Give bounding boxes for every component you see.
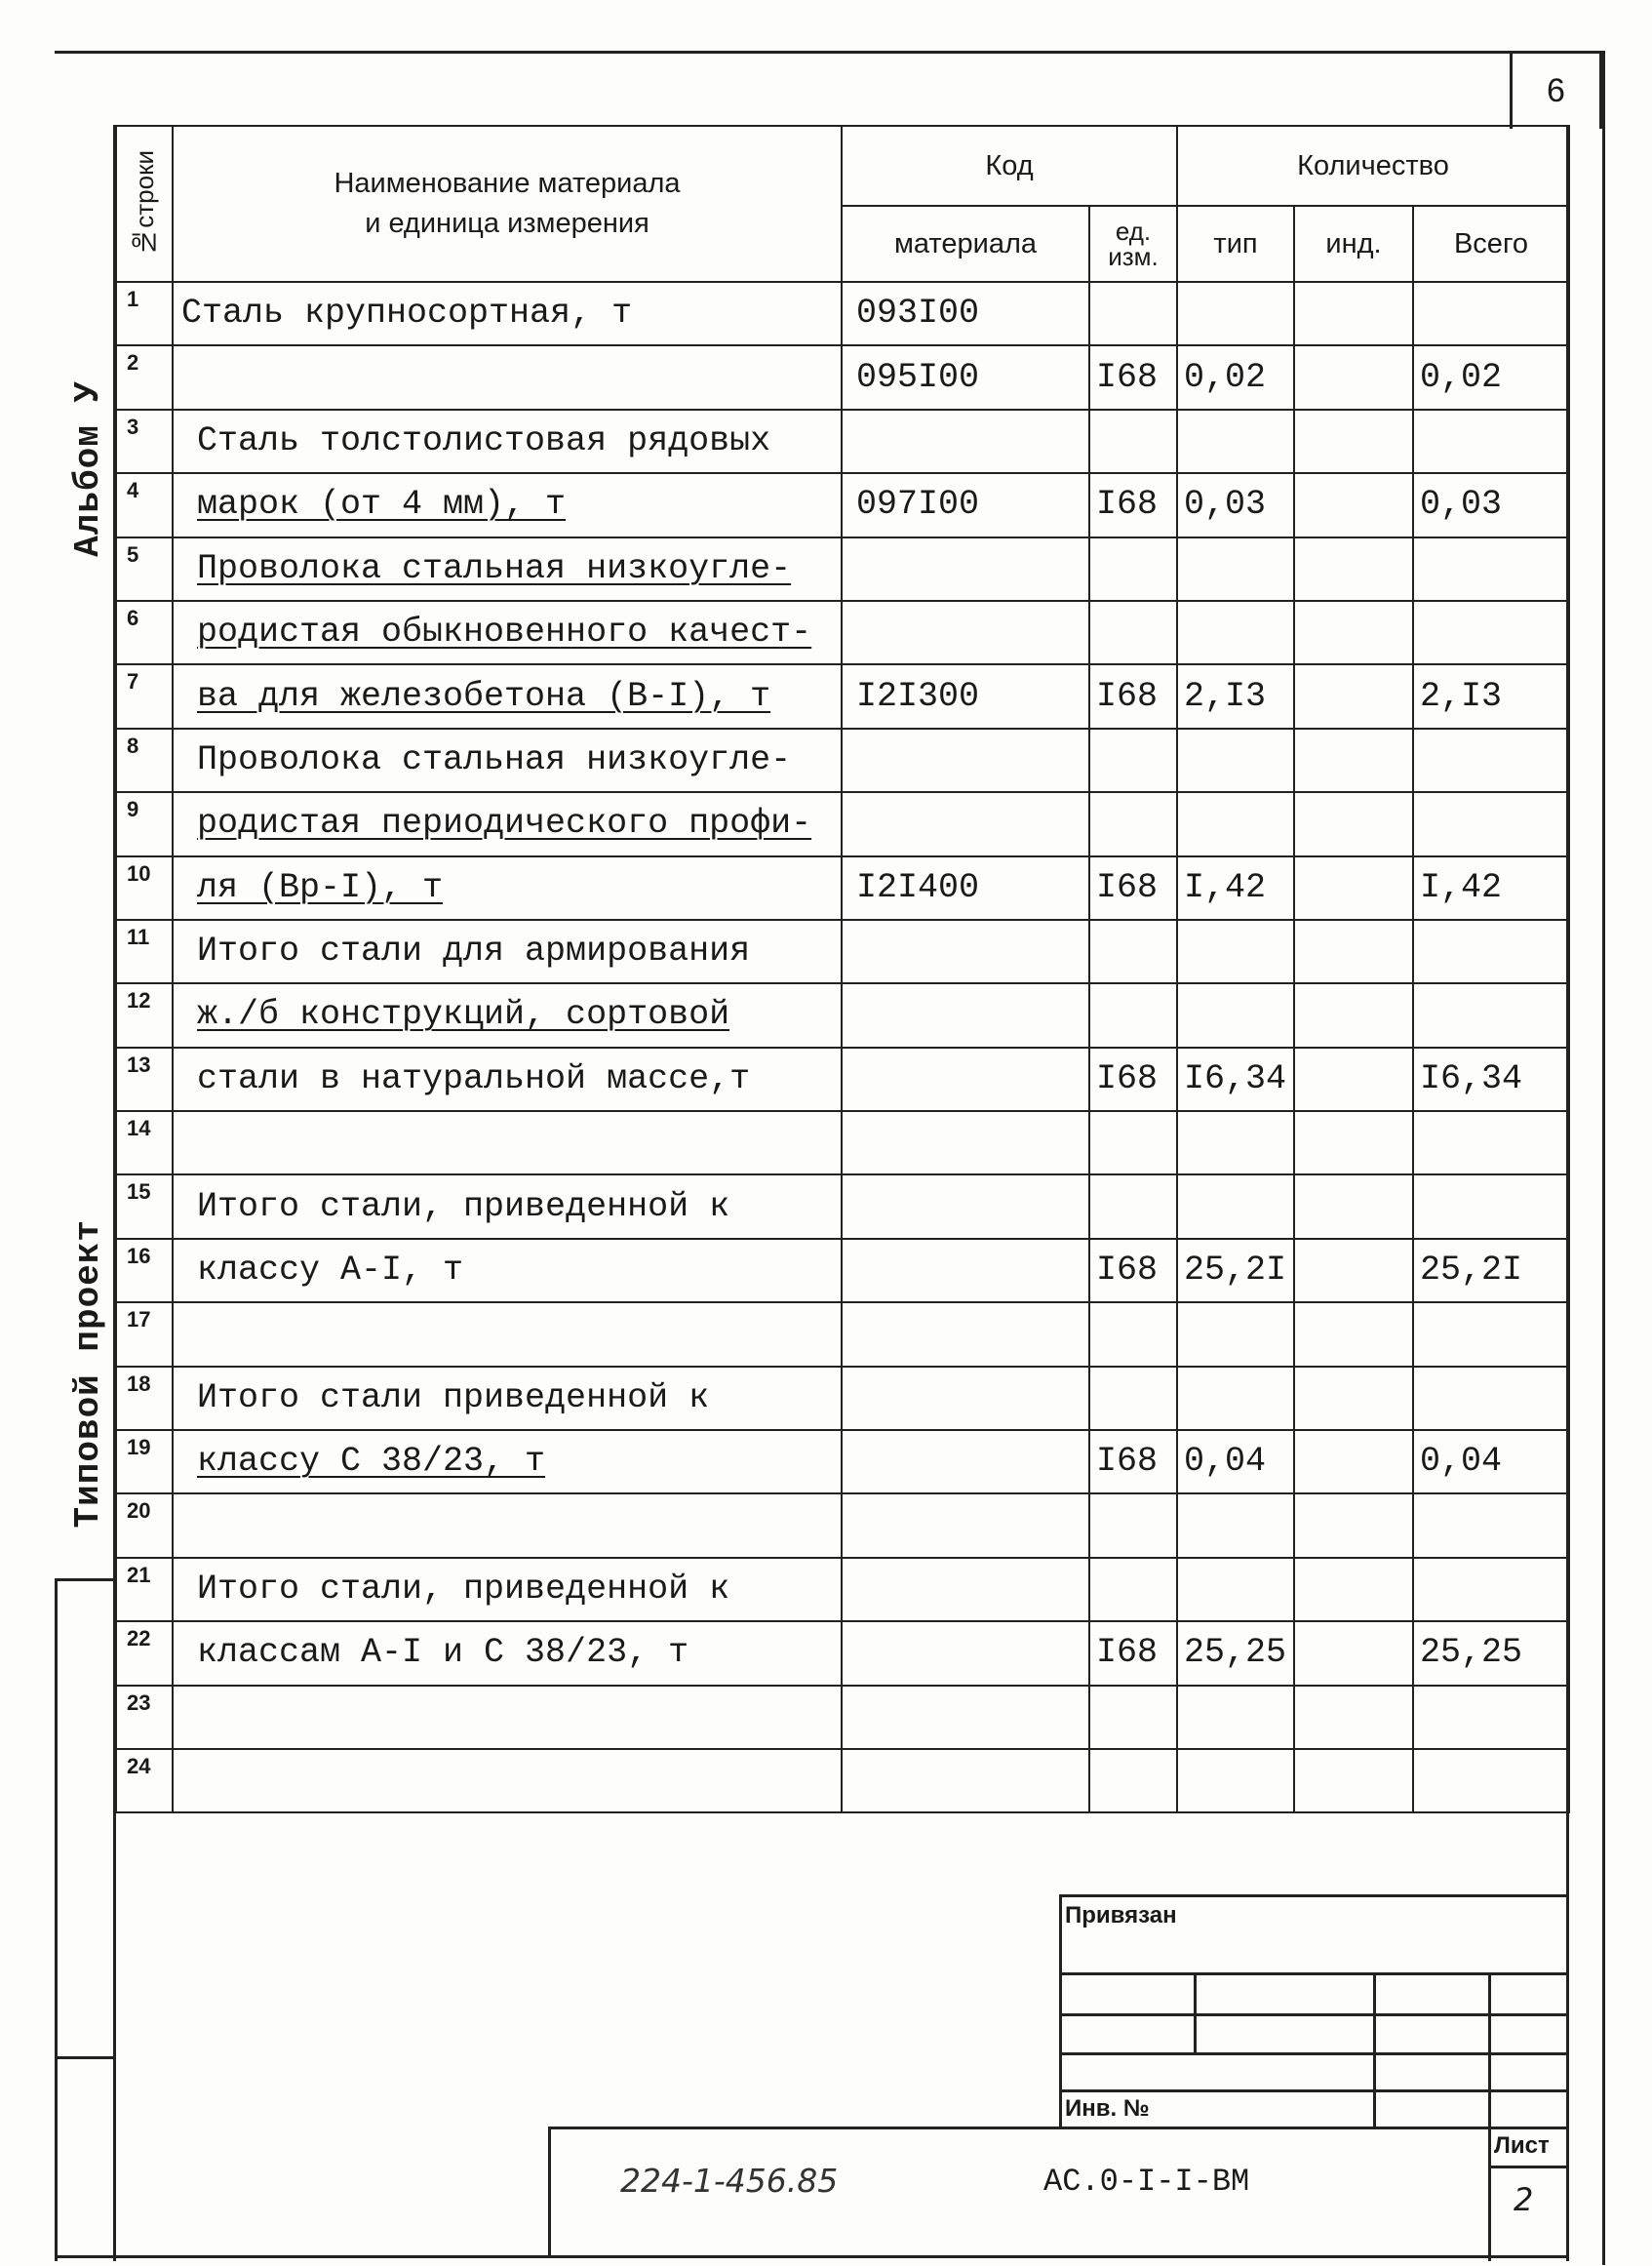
unit-header: ед. изм. xyxy=(1089,206,1177,282)
frame-bottom-line xyxy=(55,2255,1568,2258)
material-name: классу А-I, т xyxy=(173,1239,842,1302)
material-code: I2I300 xyxy=(842,664,1089,728)
quantity-typ xyxy=(1177,983,1294,1047)
quantity-total xyxy=(1413,729,1569,792)
unit-code: I68 xyxy=(1089,856,1177,920)
row-number: 15 xyxy=(116,1174,173,1238)
material-name: Итого стали для армирования xyxy=(173,920,842,983)
quantity-ind xyxy=(1294,537,1413,601)
material-code xyxy=(842,1111,1089,1174)
material-code xyxy=(842,601,1089,664)
table-row xyxy=(116,1048,1569,1111)
quantity-total xyxy=(1413,1111,1569,1174)
unit-code: I68 xyxy=(1089,1621,1177,1685)
quantity-typ xyxy=(1177,282,1294,345)
quantity-total: 0,04 xyxy=(1413,1430,1569,1493)
quantity-ind xyxy=(1294,1686,1413,1749)
spec-table-body xyxy=(116,282,1569,1812)
quantity-ind xyxy=(1294,920,1413,983)
row-number: 10 xyxy=(116,856,173,920)
quantity-typ: I6,34 xyxy=(1177,1048,1294,1111)
table-row xyxy=(116,920,1569,983)
quantity-ind xyxy=(1294,410,1413,473)
quantity-total xyxy=(1413,282,1569,345)
quantity-total xyxy=(1413,1686,1569,1749)
unit-code: I68 xyxy=(1089,473,1177,537)
unit-code xyxy=(1089,1367,1177,1430)
row-number: 17 xyxy=(116,1302,173,1366)
quantity-ind xyxy=(1294,856,1413,920)
material-name-header xyxy=(173,126,842,282)
row-number: 13 xyxy=(116,1048,173,1111)
table-row xyxy=(116,1302,1569,1366)
unit-code xyxy=(1089,601,1177,664)
quantity-total: I,42 xyxy=(1413,856,1569,920)
unit-code xyxy=(1089,729,1177,792)
material-name xyxy=(173,1302,842,1366)
material-name: Проволока стальная низкоугле- xyxy=(173,537,842,601)
material-name: Итого стали приведенной к xyxy=(173,1367,842,1430)
quantity-ind xyxy=(1294,1111,1413,1174)
material-code xyxy=(842,1430,1089,1493)
stamp-bound-label: Привязан xyxy=(1065,1902,1177,1928)
unit-code: I68 xyxy=(1089,1239,1177,1302)
unit-code xyxy=(1089,537,1177,601)
margin-strip-line xyxy=(55,1578,58,2261)
table-row xyxy=(116,856,1569,920)
material-name: Сталь крупносортная, т xyxy=(173,282,842,345)
unit-code: I68 xyxy=(1089,1430,1177,1493)
stamp-line-1 xyxy=(1059,1972,1568,1975)
row-number: 1 xyxy=(116,282,173,345)
quantity-total: 25,2I xyxy=(1413,1239,1569,1302)
unit-code xyxy=(1089,920,1177,983)
side-label-project: Типовой проект xyxy=(68,1219,108,1529)
row-number: 7 xyxy=(116,664,173,728)
material-name xyxy=(173,1111,842,1174)
row-number: 6 xyxy=(116,601,173,664)
quantity-ind xyxy=(1294,345,1413,409)
title-block-left-line xyxy=(548,2127,551,2257)
table-row xyxy=(116,1749,1569,1812)
document-code: АС.0-I-I-ВМ xyxy=(1043,2164,1250,2200)
quantity-ind xyxy=(1294,601,1413,664)
unit-code xyxy=(1089,1111,1177,1174)
quantity-typ xyxy=(1177,1686,1294,1749)
row-number: 11 xyxy=(116,920,173,983)
quantity-ind xyxy=(1294,1239,1413,1302)
row-number: 4 xyxy=(116,473,173,537)
quantity-ind xyxy=(1294,1430,1413,1493)
table-row xyxy=(116,729,1569,792)
row-number: 8 xyxy=(116,729,173,792)
table-row xyxy=(116,1174,1569,1238)
page-number: 6 xyxy=(1510,53,1602,129)
top-rule xyxy=(55,51,1603,54)
quantity-total xyxy=(1413,1174,1569,1238)
table-row xyxy=(116,664,1569,728)
table-row xyxy=(116,1621,1569,1685)
stamp-line-4 xyxy=(1059,2089,1568,2092)
material-name: Итого стали, приведенной к xyxy=(173,1558,842,1621)
quantity-typ xyxy=(1177,1493,1294,1557)
spec-table xyxy=(115,125,1570,1813)
table-row xyxy=(116,410,1569,473)
sheet-label-line xyxy=(1488,2166,1568,2168)
header-row-1 xyxy=(116,126,1569,206)
ind-header: инд. xyxy=(1294,206,1413,282)
quantity-typ: I,42 xyxy=(1177,856,1294,920)
table-row xyxy=(116,1493,1569,1557)
material-code xyxy=(842,1174,1089,1238)
material-name: Итого стали, приведенной к xyxy=(173,1174,842,1238)
quantity-typ xyxy=(1177,537,1294,601)
quantity-ind xyxy=(1294,1749,1413,1812)
row-number: 14 xyxy=(116,1111,173,1174)
quantity-typ xyxy=(1177,1558,1294,1621)
quantity-ind xyxy=(1294,1558,1413,1621)
quantity-ind xyxy=(1294,729,1413,792)
quantity-ind xyxy=(1294,1621,1413,1685)
total-header: Всего xyxy=(1413,206,1569,282)
row-number: 24 xyxy=(116,1749,173,1812)
table-row xyxy=(116,792,1569,855)
table-row xyxy=(116,1111,1569,1174)
margin-strip-divider xyxy=(55,2056,115,2059)
row-number: 5 xyxy=(116,537,173,601)
material-code xyxy=(842,1239,1089,1302)
material-name: классам А-I и С 38/23, т xyxy=(173,1621,842,1685)
material-code xyxy=(842,1367,1089,1430)
row-number: 9 xyxy=(116,792,173,855)
stamp-line-3 xyxy=(1059,2052,1568,2055)
row-number: 16 xyxy=(116,1239,173,1302)
material-code: 097I00 xyxy=(842,473,1089,537)
quantity-total xyxy=(1413,1367,1569,1430)
row-number: 23 xyxy=(116,1686,173,1749)
material-code xyxy=(842,1048,1089,1111)
material-name xyxy=(173,1686,842,1749)
material-name: Проволока стальная низкоугле- xyxy=(173,729,842,792)
unit-code xyxy=(1089,1174,1177,1238)
material-name: ва для железобетона (В-I), т xyxy=(173,664,842,728)
material-code: 095I00 xyxy=(842,345,1089,409)
row-number: 3 xyxy=(116,410,173,473)
material-code xyxy=(842,1749,1089,1812)
table-row xyxy=(116,1367,1569,1430)
quantity-typ xyxy=(1177,792,1294,855)
material-code xyxy=(842,983,1089,1047)
unit-code xyxy=(1089,792,1177,855)
stamp-vline-2 xyxy=(1373,1972,1376,2128)
table-row xyxy=(116,282,1569,345)
material-code xyxy=(842,410,1089,473)
quantity-total xyxy=(1413,983,1569,1047)
material-name: Сталь толстолистовая рядовых xyxy=(173,410,842,473)
quantity-typ: 2,I3 xyxy=(1177,664,1294,728)
material-name: ж./б конструкций, сортовой xyxy=(173,983,842,1047)
row-number: 18 xyxy=(116,1367,173,1430)
quantity-ind xyxy=(1294,473,1413,537)
row-number: 20 xyxy=(116,1493,173,1557)
row-number: 2 xyxy=(116,345,173,409)
quantity-total: 0,03 xyxy=(1413,473,1569,537)
stamp-left-line xyxy=(1059,1894,1062,2128)
quantity-header: Количество xyxy=(1177,126,1569,206)
quantity-ind xyxy=(1294,282,1413,345)
row-number: 21 xyxy=(116,1558,173,1621)
table-row xyxy=(116,983,1569,1047)
material-name: классу С 38/23, т xyxy=(173,1430,842,1493)
material-code xyxy=(842,1558,1089,1621)
material-code xyxy=(842,792,1089,855)
quantity-total xyxy=(1413,920,1569,983)
material-name-header-line2: и единица измерения xyxy=(365,208,649,239)
table-row xyxy=(116,601,1569,664)
material-code xyxy=(842,1686,1089,1749)
quantity-typ xyxy=(1177,1174,1294,1238)
material-name-header-line1: Наименование материала xyxy=(334,168,681,199)
quantity-total xyxy=(1413,792,1569,855)
quantity-total xyxy=(1413,601,1569,664)
material-code xyxy=(842,1493,1089,1557)
material-code xyxy=(842,920,1089,983)
stamp-vline-1 xyxy=(1194,1972,1197,2052)
stamp-inv-label: Инв. № xyxy=(1065,2095,1150,2122)
unit-code: I68 xyxy=(1089,345,1177,409)
material-code-header: материала xyxy=(842,206,1089,282)
unit-code xyxy=(1089,1302,1177,1366)
material-code xyxy=(842,729,1089,792)
sheet-label: Лист xyxy=(1494,2132,1550,2159)
table-row xyxy=(116,345,1569,409)
quantity-typ: 25,2I xyxy=(1177,1239,1294,1302)
quantity-typ: 0,03 xyxy=(1177,473,1294,537)
unit-code xyxy=(1089,410,1177,473)
row-number: 12 xyxy=(116,983,173,1047)
stamp-top-line xyxy=(1059,1894,1568,1897)
material-code xyxy=(842,1621,1089,1685)
quantity-total xyxy=(1413,1493,1569,1557)
unit-code xyxy=(1089,1558,1177,1621)
material-name: марок (от 4 мм), т xyxy=(173,473,842,537)
quantity-total: 2,I3 xyxy=(1413,664,1569,728)
material-code: 093I00 xyxy=(842,282,1089,345)
unit-code: I68 xyxy=(1089,1048,1177,1111)
quantity-typ xyxy=(1177,1367,1294,1430)
quantity-ind xyxy=(1294,664,1413,728)
stamp-vline-3 xyxy=(1488,1972,1491,2261)
material-name xyxy=(173,1749,842,1812)
quantity-total xyxy=(1413,537,1569,601)
quantity-typ xyxy=(1177,729,1294,792)
unit-code xyxy=(1089,1493,1177,1557)
quantity-total: I6,34 xyxy=(1413,1048,1569,1111)
row-number: 19 xyxy=(116,1430,173,1493)
quantity-typ: 0,02 xyxy=(1177,345,1294,409)
frame-outer-right-line xyxy=(1602,51,1605,2265)
quantity-total: 0,02 xyxy=(1413,345,1569,409)
quantity-typ xyxy=(1177,1302,1294,1366)
document-number: 224-1-456.85 xyxy=(620,2162,839,2200)
quantity-total: 25,25 xyxy=(1413,1621,1569,1685)
unit-code xyxy=(1089,282,1177,345)
quantity-ind xyxy=(1294,792,1413,855)
margin-strip-top xyxy=(55,1578,115,1581)
material-name xyxy=(173,1493,842,1557)
quantity-total xyxy=(1413,1302,1569,1366)
material-name: родистая обыкновенного качест- xyxy=(173,601,842,664)
quantity-ind xyxy=(1294,1493,1413,1557)
quantity-typ xyxy=(1177,601,1294,664)
quantity-typ: 0,04 xyxy=(1177,1430,1294,1493)
quantity-ind xyxy=(1294,1174,1413,1238)
material-name: родистая периодического профи- xyxy=(173,792,842,855)
quantity-typ xyxy=(1177,1111,1294,1174)
row-number-header: №строки xyxy=(116,126,173,282)
typ-header: тип xyxy=(1177,206,1294,282)
material-name: ля (Вр-I), т xyxy=(173,856,842,920)
unit-code: I68 xyxy=(1089,664,1177,728)
unit-code xyxy=(1089,983,1177,1047)
sheet-number: 2 xyxy=(1514,2181,1534,2218)
table-row xyxy=(116,1686,1569,1749)
material-name xyxy=(173,345,842,409)
unit-code xyxy=(1089,1749,1177,1812)
quantity-total xyxy=(1413,410,1569,473)
quantity-typ xyxy=(1177,410,1294,473)
table-row xyxy=(116,1239,1569,1302)
stamp-line-2 xyxy=(1059,2013,1568,2016)
table-row xyxy=(116,473,1569,537)
quantity-ind xyxy=(1294,1302,1413,1366)
material-code xyxy=(842,537,1089,601)
quantity-typ: 25,25 xyxy=(1177,1621,1294,1685)
quantity-total xyxy=(1413,1558,1569,1621)
quantity-ind xyxy=(1294,983,1413,1047)
quantity-typ xyxy=(1177,1749,1294,1812)
table-row xyxy=(116,1430,1569,1493)
unit-code xyxy=(1089,1686,1177,1749)
material-code: I2I400 xyxy=(842,856,1089,920)
code-header: Код xyxy=(842,126,1177,206)
quantity-ind xyxy=(1294,1048,1413,1111)
quantity-typ xyxy=(1177,920,1294,983)
material-name: стали в натуральной массе,т xyxy=(173,1048,842,1111)
title-block-top-line xyxy=(548,2127,1568,2129)
material-code xyxy=(842,1302,1089,1366)
side-label-album: Альбом У xyxy=(68,380,108,557)
table-row xyxy=(116,1558,1569,1621)
table-row xyxy=(116,537,1569,601)
quantity-ind xyxy=(1294,1367,1413,1430)
quantity-total xyxy=(1413,1749,1569,1812)
row-number: 22 xyxy=(116,1621,173,1685)
